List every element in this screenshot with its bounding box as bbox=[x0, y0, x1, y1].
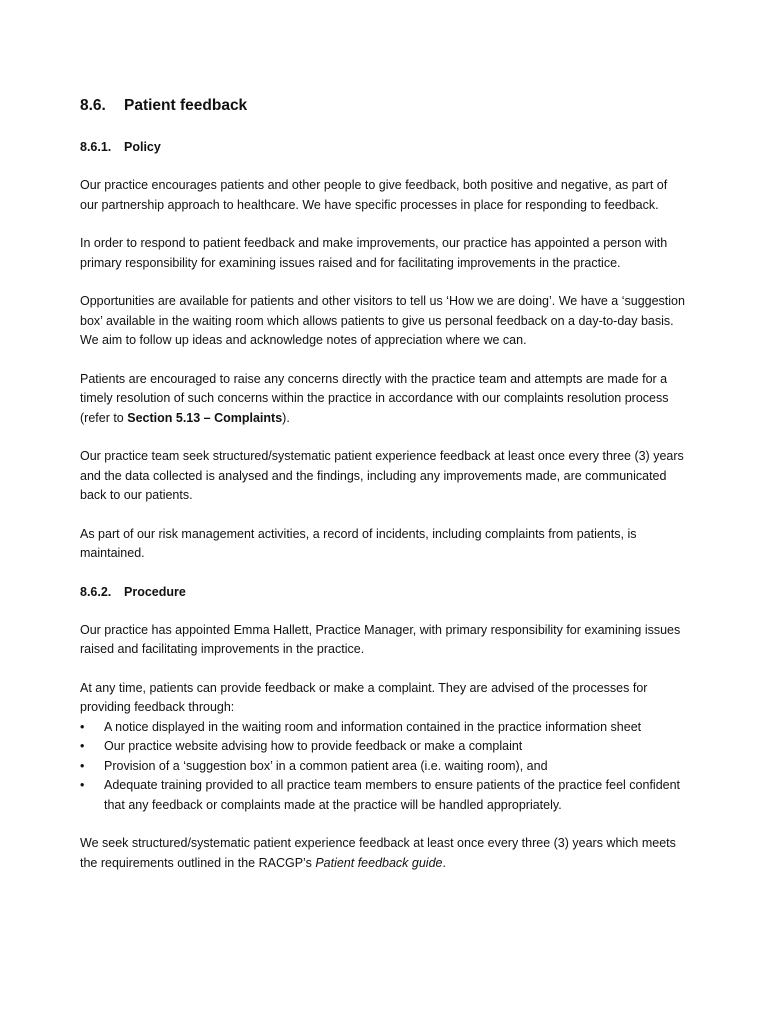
procedure-paragraph-1: Our practice has appointed Emma Hallett, Practice Manager, with primary responsibility for examining issues raised and facilitating improvements in the practice. bbox=[80, 622, 681, 656]
procedure-paragraph-2: At any time, patients can provide feedback or make a complaint. They are advised of the processes for providing feedback through: bbox=[80, 680, 648, 714]
list-item-text: A notice displayed in the waiting room and information contained in the practice information sheet bbox=[104, 719, 642, 734]
feedback-channels-list bbox=[80, 718, 688, 816]
complaints-text-before: Patients are encouraged to raise any concerns directly with the practice team and attempts are made for a timely resolution of such concerns within the practice in accordance with our complaints resolution process (refer to bbox=[80, 371, 669, 425]
bullet-icon: • bbox=[80, 719, 85, 734]
procedure-title: Procedure bbox=[124, 584, 186, 599]
document-page bbox=[80, 96, 688, 892]
policy-paragraph-complaints bbox=[80, 370, 688, 429]
policy-number: 8.6.1. bbox=[80, 140, 112, 154]
list-item-text: Provision of a ‘suggestion box’ in a common patient area (i.e. waiting room), and bbox=[104, 758, 548, 773]
policy-paragraph-2: In order to respond to patient feedback and make improvements, our practice has appointed a person with primary responsibility for examining issues raised and for facilitating improvements in the practice. bbox=[80, 236, 668, 270]
list-item-text: Adequate training provided to all practice team members to ensure patients of the practice feel confident that any feedback or complaints made at the practice will be handled appropriately. bbox=[104, 778, 681, 812]
complaints-section-reference: Section 5.13 – Complaints bbox=[127, 410, 283, 425]
policy-paragraph-5: Our practice team seek structured/systematic patient experience feedback at least once every three (3) years and the data collected is analysed and the findings, including any improvements made, are communicated back to our patients. bbox=[80, 449, 684, 502]
bullet-icon: • bbox=[80, 778, 85, 792]
closing-text-after: . bbox=[442, 855, 446, 870]
list-item bbox=[80, 757, 688, 777]
list-item-text: Our practice website advising how to provide feedback or make a complaint bbox=[104, 739, 523, 753]
list-item bbox=[80, 718, 688, 738]
policy-title: Policy bbox=[124, 140, 161, 154]
section-number: 8.6. bbox=[80, 97, 106, 114]
procedure-heading bbox=[80, 583, 688, 601]
list-item bbox=[80, 776, 688, 815]
bullet-icon: • bbox=[80, 758, 85, 773]
patient-feedback-guide-title: Patient feedback guide bbox=[315, 855, 443, 870]
policy-paragraph-6: As part of our risk management activities, a record of incidents, including complaints from patients, is maintained. bbox=[80, 526, 637, 560]
procedure-closing-paragraph bbox=[80, 834, 688, 873]
section-heading bbox=[80, 96, 688, 116]
policy-heading bbox=[80, 138, 688, 156]
complaints-text-after: ). bbox=[282, 410, 290, 425]
bullet-icon: • bbox=[80, 739, 85, 753]
procedure-number: 8.6.2. bbox=[80, 584, 112, 599]
closing-text-before: We seek structured/systematic patient experience feedback at least once every three (3) years which meets the requirements outlined in the RACGP’s bbox=[80, 836, 676, 870]
policy-paragraph-3: Opportunities are available for patients and other visitors to tell us ‘How we are doing’. We have a ‘suggestion box’ available in the waiting room which allows patients to give us personal feedback on a day-to-day basis. We aim to follow up ideas and acknowledge notes of appreciation where we can. bbox=[80, 294, 685, 347]
list-item bbox=[80, 737, 688, 757]
policy-paragraph-1: Our practice encourages patients and other people to give feedback, both positive and negative, as part of our partnership approach to healthcare. We have specific processes in place for responding to feedback. bbox=[80, 178, 668, 212]
section-title: Patient feedback bbox=[124, 97, 248, 114]
